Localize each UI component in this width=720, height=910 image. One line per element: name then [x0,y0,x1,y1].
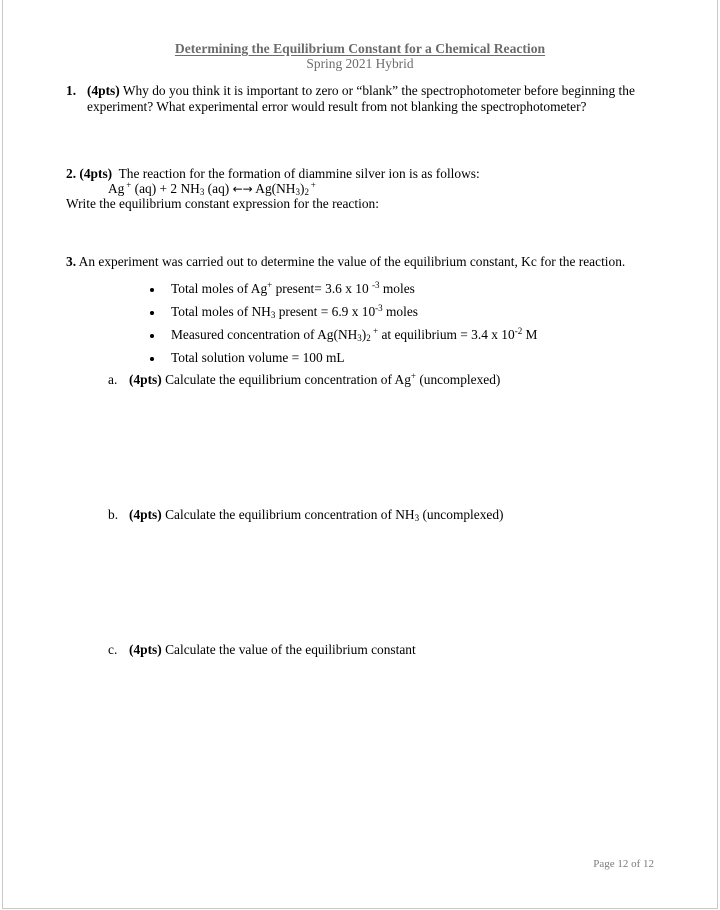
q2-equation: Ag + (aq) + 2 $NH_3$ (aq) ←→ $Ag(NH_3)_2$ + [108,180,316,197]
equilibrium-arrow: ←→ [232,182,253,196]
q1-number: 1. [66,83,77,98]
q3-bullet-volume: Total solution volume = 100 mL [171,350,345,365]
bullet-icon [150,357,154,361]
q3-bullet-complex-concentration: Measured concentration of $Ag(NH_3)_2$ + at equilibrium = 3.4 x $10^{-2}$ M [171,326,538,343]
q3-bullet-nh3-moles: Total moles of $NH_3$ present = 6.9 x $10^{-3}$ moles [171,303,418,320]
q3a-text: (4pts) Calculate the equilibrium concentration of Ag+ (uncomplexed) [129,371,501,387]
q3c-text: (4pts) Calculate the value of the equilibrium constant [129,642,416,657]
q3c-letter: c. [108,642,118,657]
q3a-letter: a. [108,372,118,387]
q3-bullet-ag-moles: Total moles of Ag+ present= 3.6 x 10 $^{-3}$ moles [171,280,415,296]
q1-points: (4pts) [87,83,120,98]
q2-label: 2. (4pts) [66,166,113,181]
q3b-letter: b. [108,507,119,522]
document-subtitle: Spring 2021 Hybrid [306,56,414,71]
bullet-icon [150,334,154,338]
document-title: Determining the Equilibrium Constant for a Chemical Reaction [174,41,546,56]
q3-label: 3. [66,254,77,269]
bullet-icon [150,288,154,292]
document-page [2,0,718,909]
page-number: Page 12 of 12 [593,858,654,870]
q2-instruction: Write the equilibrium constant expression for the reaction: [66,196,379,211]
q2-prompt: 2. (4pts) The reaction for the formation of diammine silver ion is as follows: [66,166,480,181]
q1-line1: (4pts) Why do you think it is important to zero or “blank” the spectrophotometer before beginning the [87,83,635,98]
q3b-text: (4pts) Calculate the equilibrium concentration of $NH_3$ (uncomplexed) [129,507,504,523]
q1-line2: experiment? What experimental error would result from not blanking the spectrophotometer? [87,99,587,114]
q3-prompt: 3. An experiment was carried out to determine the value of the equilibrium constant, Kc for the reaction. [66,254,626,269]
bullet-icon [150,311,154,315]
